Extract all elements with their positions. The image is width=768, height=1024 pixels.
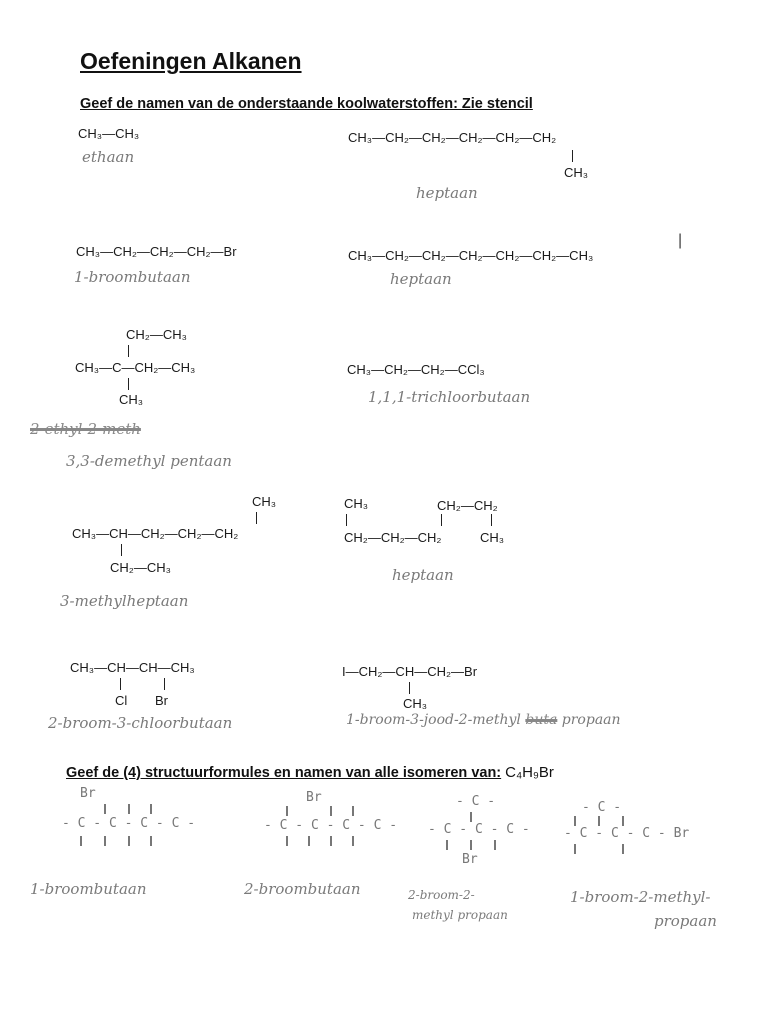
bond-ex8-left	[346, 514, 347, 526]
isomer2-chain: - C - C - C - C -	[264, 818, 398, 833]
answer-ex5: 3,3-demethyl pentaan	[66, 452, 232, 470]
section1-heading-text: Geef de namen van de onderstaande koolwaterstoffen: Zie stencil	[80, 96, 533, 112]
formula-ex8-right-sub: CH₃	[480, 530, 505, 545]
answer-ex10-post: propaan	[561, 712, 621, 728]
bond-ex7-top	[256, 512, 257, 524]
answer-ex8: heptaan	[392, 566, 454, 584]
isomer3-name-2: methyl propaan	[412, 908, 508, 922]
answer-ex5-struck: 2-ethyl-2-meth	[30, 420, 141, 438]
answer-ex9: 2-broom-3-chloorbutaan	[48, 714, 233, 732]
formula-ex7-top: CH₃	[252, 494, 277, 509]
isomer3-bottom: Br	[462, 852, 478, 867]
bond-ex8-mid	[441, 514, 442, 526]
answer-ex1: ethaan	[82, 148, 135, 166]
section2-heading-text: Geef de (4) structuurformules en namen van alle isomeren van:	[66, 765, 502, 781]
answer-ex7: 3-methylheptaan	[60, 592, 189, 610]
isomer1-name: 1-broombutaan	[30, 880, 147, 898]
answer-ex4: heptaan	[390, 270, 452, 288]
formula-ex10-sub: CH₃	[403, 696, 428, 711]
isomer4-name-2: propaan	[654, 912, 717, 930]
formula-ex8-top-right: CH₂—CH₂	[437, 498, 498, 513]
page-title: Oefeningen Alkanen	[80, 48, 302, 74]
isomer1-top: Br	[80, 786, 96, 801]
isomer2-top: Br	[306, 790, 322, 805]
formula-ex5-sub: CH₃	[119, 392, 144, 407]
formula-ex7: CH₃—CH—CH₂—CH₂—CH₂	[72, 526, 239, 541]
isomer2-name: 2-broombutaan	[244, 880, 361, 898]
answer-ex3: 1-broombutaan	[74, 268, 191, 286]
bond-ex2	[572, 150, 573, 162]
answer-ex2: heptaan	[416, 184, 478, 202]
answer-ex10-pre: 1-broom-3-jood-2-methyl	[346, 712, 521, 728]
bond-ex5-bottom	[128, 378, 129, 390]
bond-ex9-1	[120, 678, 121, 690]
isomer1-chain: - C - C - C - C -	[62, 816, 196, 831]
bond-ex5-top	[128, 345, 129, 357]
answer-ex10-struck: buta	[525, 712, 558, 728]
isomer3-chain: - C - C - C -	[428, 822, 530, 837]
formula-ex5-top: CH₂—CH₃	[126, 327, 187, 342]
bond-ex8-right	[491, 514, 492, 526]
formula-ex1: CH₃—CH₃	[78, 126, 140, 141]
answer-ex6: 1,1,1-trichloorbutaan	[368, 388, 531, 406]
formula-ex5: CH₃—C—CH₂—CH₃	[75, 360, 196, 375]
formula-ex4: CH₃—CH₂—CH₂—CH₂—CH₂—CH₂—CH₃	[348, 248, 594, 263]
isomer4-chain: - C - C - C - Br	[564, 826, 690, 841]
isomer4-name-1: 1-broom-2-methyl-	[570, 888, 711, 906]
bond-ex10	[409, 682, 410, 694]
formula-ex2-sub: CH₃	[564, 165, 589, 180]
formula-ex9-sub2: Br	[155, 693, 168, 708]
isomer3-name-1: 2-broom-2-	[408, 888, 475, 902]
bond-ex9-2	[164, 678, 165, 690]
isomer3-top: - C -	[456, 794, 496, 809]
formula-ex10: I—CH₂—CH—CH₂—Br	[342, 664, 478, 679]
section2-formula: C₄H₉Br	[505, 764, 554, 781]
formula-ex8: CH₂—CH₂—CH₂	[344, 530, 442, 545]
answer-ex10	[346, 712, 621, 728]
formula-ex8-top-left: CH₃	[344, 496, 369, 511]
isomer4-top: - C -	[582, 800, 622, 815]
bond-ex7-bottom	[121, 544, 122, 556]
section2-heading	[66, 764, 554, 781]
formula-ex9-sub1: Cl	[115, 693, 128, 708]
formula-ex6: CH₃—CH₂—CH₂—CCl₃	[347, 362, 485, 377]
formula-ex2: CH₃—CH₂—CH₂—CH₂—CH₂—CH₂	[348, 130, 557, 145]
formula-ex7-sub: CH₂—CH₃	[110, 560, 171, 575]
formula-ex9: CH₃—CH—CH—CH₃	[70, 660, 195, 675]
formula-ex3: CH₃—CH₂—CH₂—CH₂—Br	[76, 244, 237, 259]
section1-heading	[80, 96, 533, 112]
margin-mark: |	[678, 232, 683, 249]
